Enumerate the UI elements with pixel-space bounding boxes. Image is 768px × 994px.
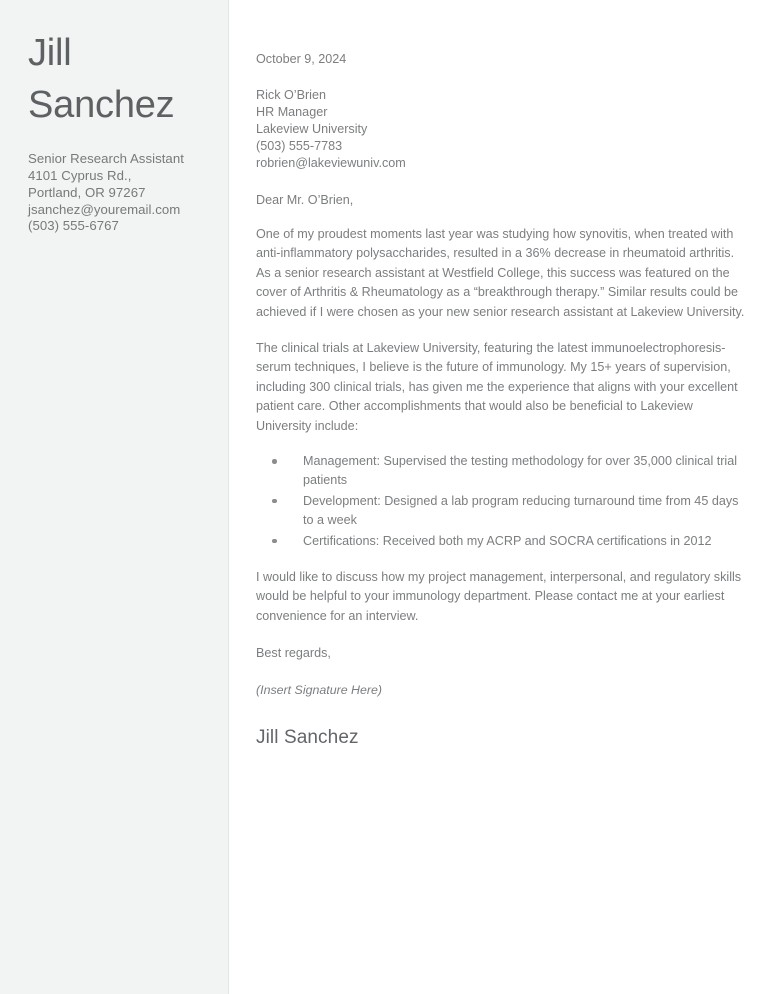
applicant-name-heading [28, 28, 204, 131]
accomplishments-list [256, 452, 748, 551]
applicant-last-name: Sanchez [28, 83, 175, 126]
list-item-text: Certifications: Received both my ACRP and SOCRA certifications in 2012 [303, 533, 712, 548]
signature-placeholder: (Insert Signature Here) [256, 683, 383, 698]
list-item [256, 452, 748, 491]
list-item [256, 492, 748, 531]
letter-date: October 9, 2024 [256, 52, 347, 66]
applicant-first-name: Jill [28, 32, 72, 74]
recipient-name: Rick O’Brien [256, 88, 326, 103]
applicant-email: jsanchez@youremail.com [28, 201, 181, 217]
recipient-phone: (503) 555-7783 [256, 138, 343, 153]
applicant-address-line-1: 4101 Cyprus Rd., [28, 168, 132, 184]
bullet-dot-icon [272, 539, 277, 544]
list-item-text: Management: Supervised the testing methodology for over 35,000 clinical trial patients [303, 454, 738, 488]
letter-body [256, 0, 748, 750]
recipient-organization: Lakeview University [256, 122, 368, 137]
bullet-dot-icon [272, 459, 277, 464]
sidebar-panel [0, 0, 229, 994]
recipient-title: HR Manager [256, 105, 328, 120]
contact-info-block [28, 151, 204, 235]
applicant-phone: (503) 555-6767 [28, 218, 119, 234]
applicant-address-line-2: Portland, OR 97267 [28, 184, 146, 200]
sign-off: Best regards, [256, 646, 331, 661]
recipient-email: robrien@lakeviewuniv.com [256, 155, 406, 170]
closing-paragraph: I would like to discuss how my project management, interpersonal, and regulatory skills would be helpful to your immunology department. Please contact me at your earliest convenience for an interview. [256, 569, 742, 623]
recipient-block [256, 87, 748, 171]
bullet-dot-icon [272, 499, 277, 504]
signature-name: Jill Sanchez [256, 726, 359, 748]
body-paragraph-1: One of my proudest moments last year was studying how synovitis, when treated with anti-inflammatory polysaccharides, resulted in a 36% decrease in rheumatoid arthritis. As a senior research assistant at Westfield College, this success was featured on the cover of Arthritis & Rheumatology as a “breakthrough therapy.” Similar results could be achieved if I were chosen as your new senior research assistant at Lakeview University. [256, 227, 745, 319]
body-paragraph-2: The clinical trials at Lakeview University, featuring the latest immunoelectrophoresis-serum techniques, I believe is the future of immunology. My 15+ years of supervision, including 300 clinical trials, has given me the experience that aligns with your excellent patient care. Other accomplishments that would also be beneficial to Lakeview University include: [256, 341, 738, 433]
applicant-job-title: Senior Research Assistant [28, 151, 184, 167]
list-item-text: Development: Designed a lab program reducing turnaround time from 45 days to a week [303, 493, 739, 528]
salutation: Dear Mr. O’Brien, [256, 192, 354, 207]
list-item [256, 532, 748, 551]
